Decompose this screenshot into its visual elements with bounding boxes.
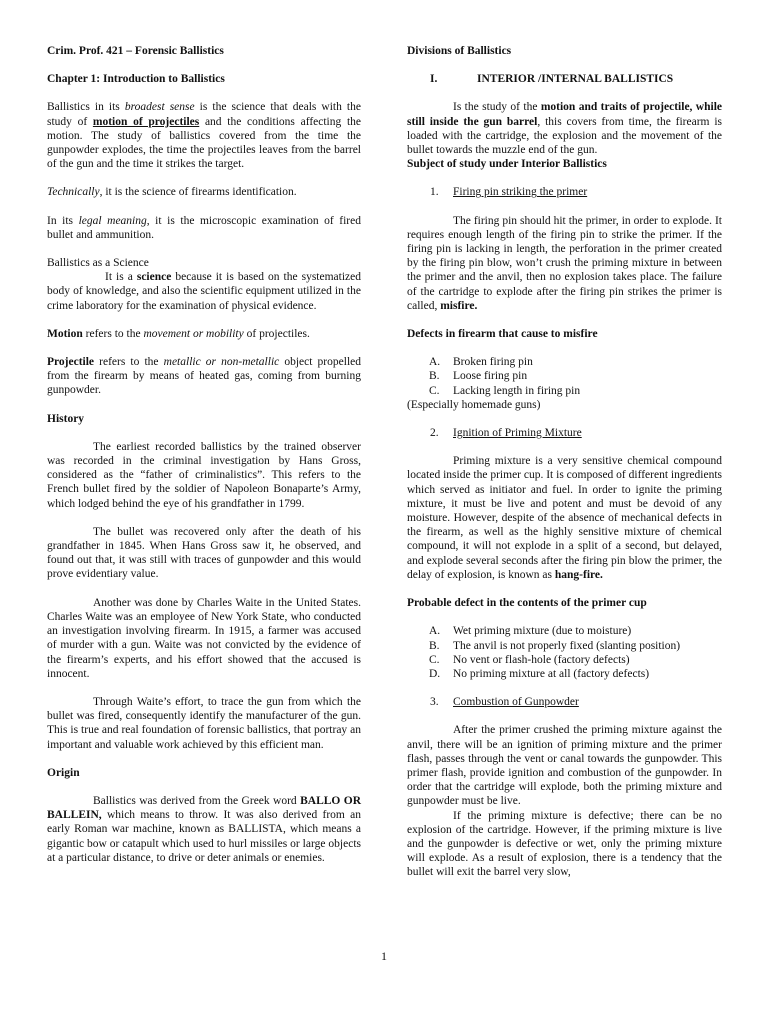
- list-item: B. The anvil is not properly fixed (slanting position): [429, 639, 681, 652]
- list-item: A. Wet priming mixture (due to moisture): [429, 625, 632, 638]
- section-number: I.: [430, 73, 438, 86]
- list-item: A. Broken firing pin: [429, 356, 533, 369]
- defects-heading: Defects in firearm that cause to misfire: [407, 328, 598, 341]
- probable-heading: Probable defect in the contents of the primer cup: [407, 597, 647, 610]
- history-paragraph-1: The earliest recorded ballistics by the trained observer was recorded in the criminal investigation by Hans Gross, considered as the “father of criminalistics”. This refers to the French bullet fired by the soldier of Napoleon Bonaparte’s Army, which lodged behind the eye of his grandfather in 1799.: [47, 440, 361, 510]
- defects-list: [407, 355, 722, 398]
- chapter-title: Chapter 1: Introduction to Ballistics: [47, 73, 225, 86]
- course-title: Crim. Prof. 421 – Forensic Ballistics: [47, 45, 224, 57]
- history-paragraph-4: Through Waite’s effort, to trace the gun from which the bullet was fired, consequently identify the manufacturer of the gun. This is true and real foundation of forensic ballistics, that portray an important and valuable work achieved by this efficient man.: [47, 695, 361, 751]
- page-number: 1: [381, 949, 387, 963]
- subtopic-number: 1.: [430, 186, 439, 199]
- subtopic-title: Ignition of Priming Mixture: [453, 427, 582, 440]
- paragraph-motion: Motion refers to the movement or mobility of projectiles.: [47, 327, 310, 340]
- subtopic-number: 3.: [430, 696, 439, 709]
- paragraph-projectile: Projectile refers to the metallic or non-metallic object propelled from the firearm by means of heated gas, coming from burning gunpowder.: [47, 356, 361, 397]
- list-item: D. No priming mixture at all (factory defects): [429, 667, 650, 680]
- origin-heading: Origin: [47, 766, 80, 779]
- paragraph-legal-meaning: In its legal meaning, it is the microscopic examination of fired bullet and ammunition.: [47, 214, 361, 241]
- history-paragraph-3: Another was done by Charles Waite in the United States. Charles Waite was an employee of New York State, who conducted an investigation involving firearm. In 1915, a farmer was accused of murder with a gun. Waite was not convicted by the evidence of the firearm’s experts, and his effort showed that the accused is innocent.: [47, 596, 361, 680]
- subject-heading: Subject of study under Interior Ballistics: [407, 158, 607, 171]
- paragraph-ballistics-definition: Ballistics in its broadest sense is the science that deals with the study of motion of projectiles and the conditions affecting the motion. The study of ballistics covered from the time the gunpowder explodes, the time the projectiles leaves from the barrel of the gun and the time it strikes the target.: [47, 101, 361, 171]
- origin-paragraph: Ballistics was derived from the Greek word BALLO OR BALLEIN, which means to throw. It was also derived from an early Roman war machine, known as BALLISTA, which means a gigantic bow or catapult which used to hurl missiles or large objects at a particular distance, to drive or deter animals or enemies.: [47, 794, 362, 864]
- subtopic-number: 2.: [430, 427, 439, 440]
- paragraph-technically: Technically, it is the science of firearms identification.: [47, 186, 297, 199]
- probable-list: [407, 624, 722, 681]
- list-item: C. No vent or flash-hole (factory defects): [429, 653, 630, 666]
- right-column: [407, 44, 722, 894]
- subtopic-title: Firing pin striking the primer: [453, 186, 588, 199]
- list-item: B. Loose firing pin: [429, 370, 528, 383]
- list-item: C. Lacking length in firing pin: [429, 384, 581, 397]
- subtopic-firing-pin: [407, 185, 722, 199]
- left-column: [47, 44, 361, 879]
- subtopic-priming: [407, 426, 722, 440]
- combustion-paragraph-1: After the primer crushed the priming mixture against the anvil, there will be an ignition of priming mixture and the primer flash, passes through the vent or canal towards the gunpowder. This primer flash, provide ignition and combustion of the gunpowder. In order that the cartridge will explode, both the priming mixture and gunpowder must be live.: [407, 724, 722, 808]
- history-heading: History: [47, 412, 85, 425]
- paragraph-science: It is a science because it is based on the systematized body of knowledge, and also the scientific equipment utilized in the crime laboratory for the examination of physical evidence.: [47, 271, 361, 312]
- subtopic-title: Combustion of Gunpowder: [453, 696, 579, 709]
- history-paragraph-2: The bullet was recovered only after the death of his grandfather in 1845. When Hans Gross saw it, he observed, and found out that, it was still with traces of gunpowder and this would prove evidentiary value.: [47, 525, 361, 581]
- subtopic-combustion: [407, 695, 722, 709]
- defects-note: (Especially homemade guns): [407, 398, 541, 411]
- divisions-heading: Divisions of Ballistics: [407, 45, 512, 57]
- firing-pin-paragraph: The firing pin should hit the primer, in order to explode. It requires enough length of the firing pin to strike the primer. If the firing pin is lacking in length, the perforation in the primer created by the firing pin blow, won’t crush the priming mixture in between the primer and the anvil, then no explosion takes place. The failure of the cartridge to explode after the firing pin strikes the primer is called, misfire.: [407, 214, 722, 312]
- priming-paragraph: Priming mixture is a very sensitive chemical compound located inside the primer cup. It is composed of different ingredients which served as initiator and fuel. In order to ignite the priming mixture, it must be live and potent and must be devoid of any moisture. However, despite of the absence of mechanical defects in the firearm, as well as the highly sensitive mixture of chemical compound, it will not explode in a split of a second, but delayed, and explode several seconds after the firing pin blow the primer, the delay of explosion, is known as hang-fire.: [407, 455, 722, 581]
- combustion-paragraph-2: If the priming mixture is defective; there can be no explosion of the cartridge. However, if the priming mixture is live and the gunpowder is defective or wet, only the priming mixture will explode. As a result of explosion, there is a tendency that the bullet will exit the barrel very slow,: [407, 809, 722, 879]
- subheading-ballistics-science: Ballistics as a Science: [47, 257, 149, 270]
- section-title: INTERIOR /INTERNAL BALLISTICS: [477, 73, 674, 86]
- interior-definition: Is the study of the motion and traits of projectile, while still inside the gun barrel, this covers from time, the firearm is loaded with the cartridge, the explosion and the movement of the bullet towards the muzzle end of the gun.: [407, 101, 723, 157]
- section-heading-interior: [407, 72, 722, 86]
